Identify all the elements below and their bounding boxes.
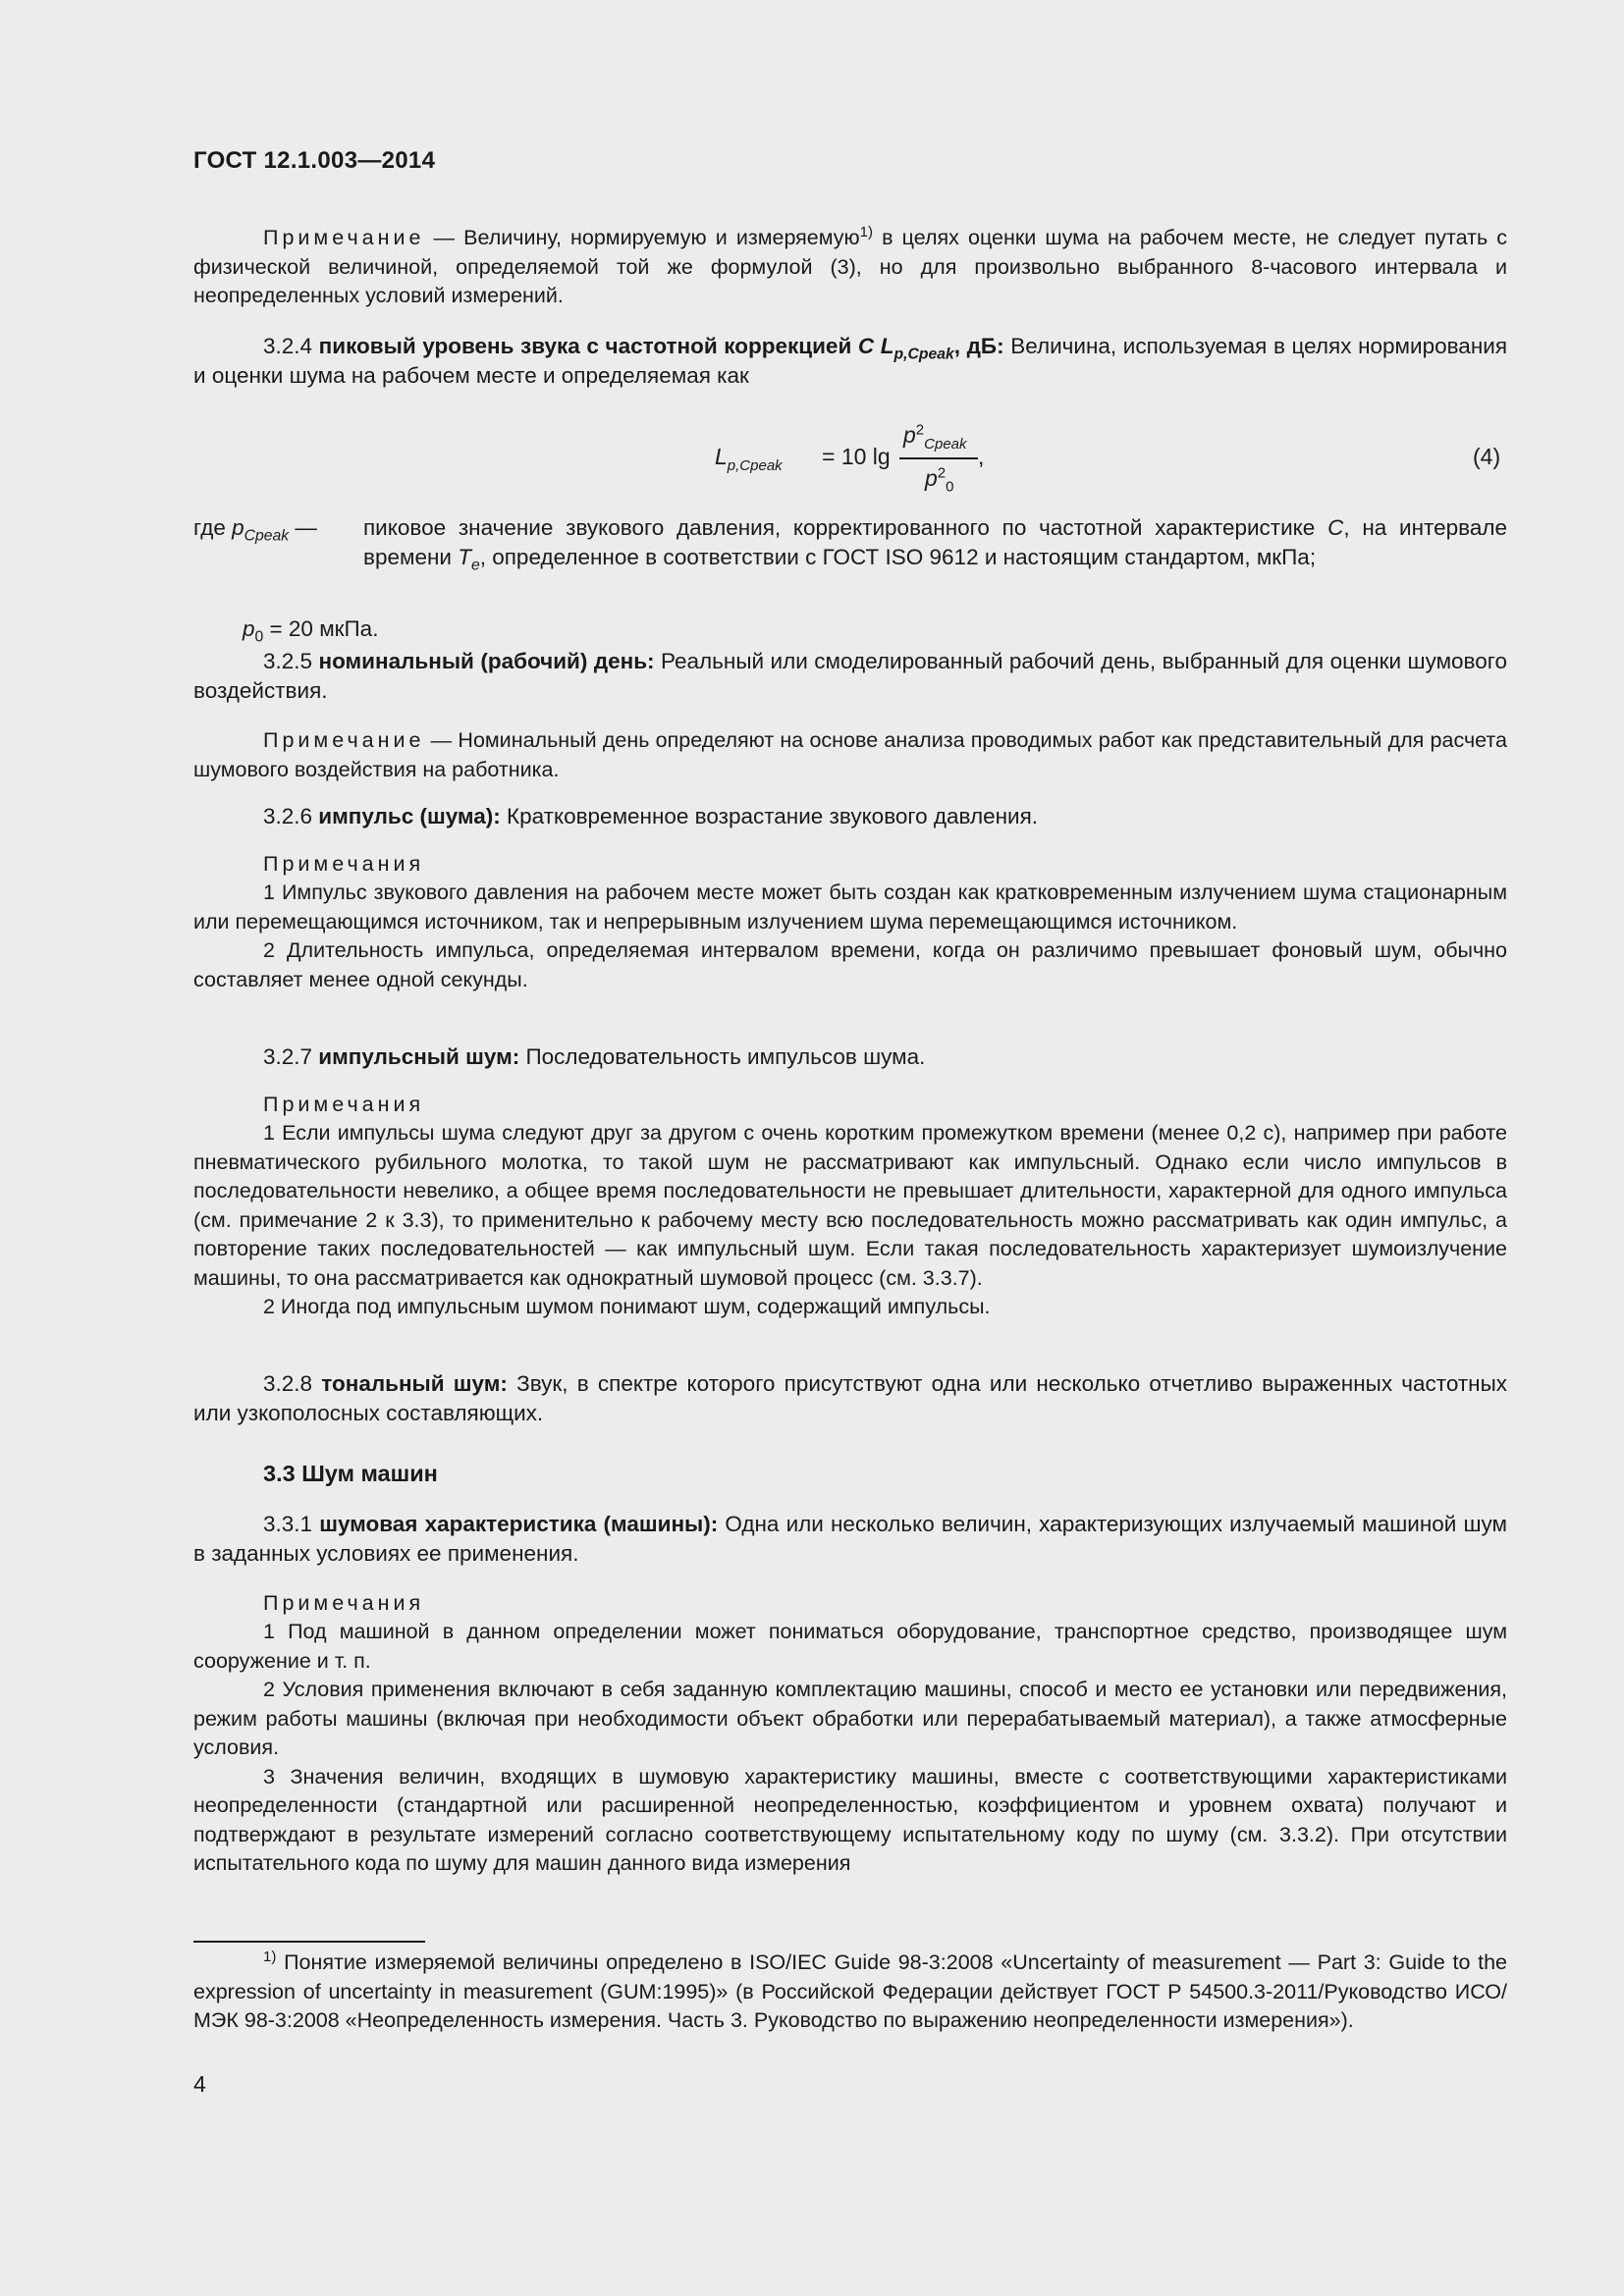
footnote: $^{1)}$ Понятие измеряемой величины определено в ISO/IEC Guide 98-3:2008 «Uncertainty of measurement — Part 3: Guide to the expression of uncertainty in measurement (GUM:1995)» (в Российской Федерации действует ГОСТ Р 54500.3-2011/Руководство ИСО/МЭК 98-3:2008 «Неопределенность измерения. Часть 3. Руководство по выражению неопределенности измерения»). [193,1948,1507,2032]
note-1: Примечание — Величину, нормируемую и измеряемую$^{1)}$ в целях оценки шума на рабочем месте, не следует путать с физической величиной, определяемой той же формулой (3), но для произвольно выбранного 8-часового интервала и неопределенных условий измерений. [193,223,1507,307]
notes-3-3-1: Примечания 1 Под машиной в данном определении может пониматься оборудование, транспортное средство, производящее шум сооружение и т. п. 2 Условия применения включают в себя заданную комплектацию машины, способ и место ее установки или передвижения, режим работы машины (включая при необходимости объект обработки или перерабатываемый материал), а также атмосферные условия. 3 Значения величин, входящих в шумовую характеристику машины, вместе с соответствующими характеристиками неопределенности (стандартной или расширенной неопределенностью, коэффициентом и уровнем охвата) получают и подтверждают в результате измерений согласно соответствующему испытательному коду по шуму (см. 3.3.2). При отсутствии испытательного кода по шуму для машин данного вида измерения [193,1591,1507,1875]
footnote-rule [193,1941,425,1943]
term: импульсный шум: [318,1044,520,1069]
definition-3-3-1: 3.3.1 шумовая характеристика (машины): Одна или несколько величин, характеризующих излучаемый машиной шум в заданных условиях ее применения. [193,1512,1507,1566]
term: импульс (шума): [318,804,501,828]
document-header: ГОСТ 12.1.003—2014 [193,147,436,174]
definition-3-2-8: 3.2.8 тональный шум: Звук, в спектре которого присутствуют одна или несколько отчетливо выраженных частотных или узкополосных составляющих. [193,1371,1507,1425]
term: тональный шум: [321,1371,508,1396]
note-2: Примечание — Номинальный день определяют на основе анализа проводимых работ как представительный для расчета шумового воздействия на работника. [193,728,1507,781]
term: номинальный (рабочий) день: [318,649,655,673]
fraction-bar [899,457,978,459]
page-number: 4 [193,2071,206,2097]
definition-3-2-5: 3.2.5 номинальный (рабочий) день: Реальный или смоделированный рабочий день, выбранный для оценки шумового воздействия. [193,649,1507,703]
notes-3-2-6: Примечания 1 Импульс звукового давления на рабочем месте может быть создан как кратковременным излучением шума стационарным или перемещающимся источником, так и непрерывным излучением шума перемещающимся источником. 2 Длительность импульса, определяемая интервалом времени, когда он различимо превышает фоновый шум, обычно составляет менее одной секунды. [193,852,1507,991]
definition-3-2-7: 3.2.7 импульсный шум: Последовательность импульсов шума. [263,1044,926,1069]
term: пиковый уровень звука с частотной коррекцией C $L_{p,Cpeak}$, дБ: [318,334,1004,363]
footnote-ref: 1) [859,223,874,240]
notes-3-2-7: Примечания 1 Если импульсы шума следуют друг за другом с очень коротким промежутком времени (менее 0,2 с), например при работе пневматического рубильного молотка, то такой шум не рассматривают как импульсный. Однако если число импульсов в последовательности невелико, а общее время последовательности не превышает длительности, характерной для одного импульса (см. примечание 2 к 3.3), то применительно к рабочему месту всю последовательность можно рассматривать как один импульс, а повторение таких последовательностей — как импульсный шум. Если такая последовательность характеризует шумоизлучение машины, то она рассматривается как однократный шумовой процесс (см. 3.3.7). 2 Иногда под импульсным шумом понимают шум, содержащий импульсы. [193,1093,1507,1318]
term: шумовая характеристика (машины): [319,1512,719,1536]
definition-3-2-4: 3.2.4 пиковый уровень звука с частотной коррекцией C $L_{p,Cpeak}$, дБ: Величина, используемая в целях нормирования и оценки шума на рабочем месте и определяемая как [193,334,1508,388]
formula-number: (4) [1473,444,1501,469]
formula-4: $L_{p,Cpeak}$ = 10 lg $p^2_{Cpeak}$ $p^2_0$ , (4) [715,421,1501,496]
definition-3-2-6: 3.2.6 импульс (шума): Кратковременное возрастание звукового давления. [263,804,1039,828]
note-label: Примечание [263,226,425,249]
section-heading-3-3: 3.3 Шум машин [263,1461,438,1486]
